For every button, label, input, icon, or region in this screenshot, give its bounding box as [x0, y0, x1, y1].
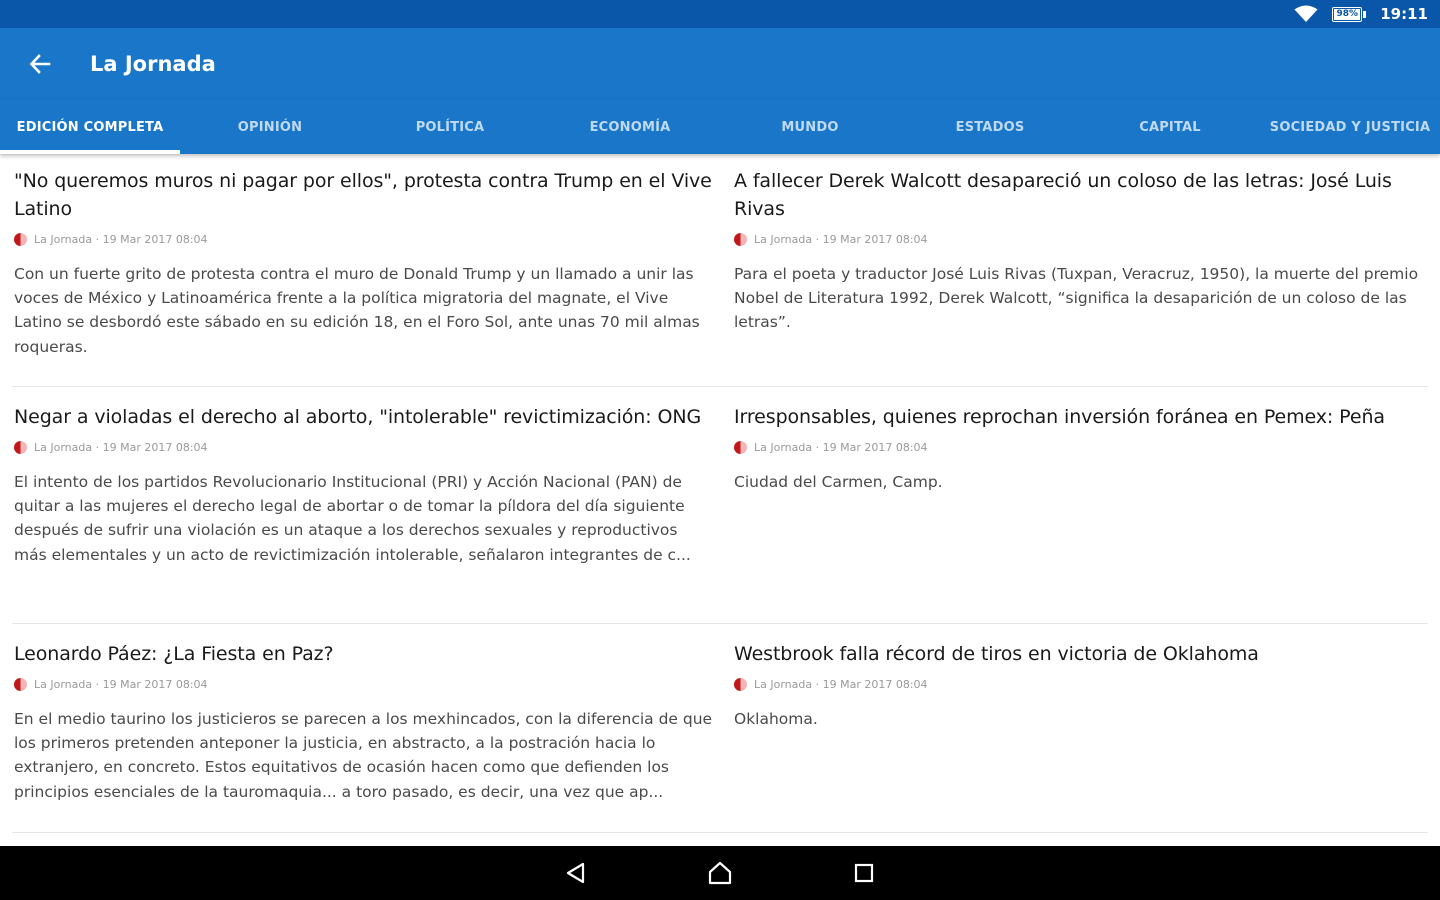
article-card[interactable]	[734, 154, 1434, 335]
system-nav-bar	[0, 846, 1440, 900]
article-summary: Oklahoma.	[734, 710, 818, 728]
article-source-date: La Jornada · 19 Mar 2017 08:04	[34, 232, 208, 246]
tab-estados[interactable]: ESTADOS	[955, 119, 1025, 135]
article-meta	[14, 439, 714, 455]
source-logo-icon	[734, 233, 747, 246]
nav-home-button[interactable]	[694, 851, 746, 895]
article-list	[0, 154, 1440, 846]
article-headline: "No queremos muros ni pagar por ellos", protesta contra Trump en el Vive Latino	[14, 170, 712, 220]
article-summary: El intento de los partidos Revolucionario Institucional (PRI) y Acción Nacional (PAN) de quitar a las mujeres el derecho legal de abortar o de tomar la píldora del día siguiente después de sufrir una violación es un ataque a los derechos sexuales y reproductivos más elementales y un acto de revictimización intolerable, señalaron integrantes de c...	[14, 473, 691, 564]
article-row	[12, 390, 1428, 624]
article-source-date: La Jornada · 19 Mar 2017 08:04	[754, 677, 928, 691]
article-card[interactable]	[734, 627, 1434, 731]
tab-mundo[interactable]: MUNDO	[781, 119, 839, 135]
article-row	[12, 627, 1428, 833]
article-summary: En el medio taurino los justicieros se parecen a los mexhincados, con la diferencia de que los primeros pretenden anteponer la justicia, en abstracto, a la postración hacia lo extranjero, en concreto. Estos equitativos de ocasión hacen como que defienden los principios esenciales de la tauromaquia... a toro pasado, es decir, una vez que ap...	[14, 710, 713, 801]
nav-recents-icon	[852, 861, 876, 885]
article-summary: Ciudad del Carmen, Camp.	[734, 473, 943, 491]
app-title: La Jornada	[90, 52, 216, 76]
source-logo-icon	[734, 441, 747, 454]
nav-recents-button[interactable]	[838, 851, 890, 895]
source-logo-icon	[14, 678, 27, 691]
tab-politica[interactable]: POLÍTICA	[415, 119, 485, 135]
article-summary: Para el poeta y traductor José Luis Rivas (Tuxpan, Veracruz, 1950), la muerte del premio Nobel de Literatura 1992, Derek Walcott, “significa la desaparición de un coloso de las letras”.	[734, 265, 1419, 332]
article-card[interactable]	[734, 390, 1434, 494]
tab-capital[interactable]: CAPITAL	[1139, 119, 1201, 135]
article-card[interactable]	[14, 390, 714, 567]
article-source-date: La Jornada · 19 Mar 2017 08:04	[34, 677, 208, 691]
article-row	[12, 154, 1428, 387]
section-tabs	[0, 100, 1440, 154]
nav-back-icon	[564, 861, 588, 885]
article-meta	[734, 231, 1434, 247]
article-source-date: La Jornada · 19 Mar 2017 08:04	[754, 440, 928, 454]
article-headline: Negar a violadas el derecho al aborto, "intolerable" revictimización: ONG	[14, 406, 702, 428]
nav-back-button[interactable]	[550, 851, 602, 895]
tab-opinion[interactable]: OPINIÓN	[237, 119, 303, 135]
article-source-date: La Jornada · 19 Mar 2017 08:04	[754, 232, 928, 246]
article-headline: Westbrook falla récord de tiros en victoria de Oklahoma	[734, 643, 1259, 665]
app-bar	[0, 28, 1440, 100]
wifi-icon	[1294, 5, 1318, 23]
status-clock: 19:11	[1380, 5, 1428, 23]
source-logo-icon	[734, 678, 747, 691]
nav-home-icon	[707, 860, 733, 886]
article-headline: Leonardo Páez: ¿La Fiesta en Paz?	[14, 643, 334, 665]
tab-edicion-completa[interactable]: EDICIÓN COMPLETA	[0, 100, 180, 154]
article-meta	[14, 676, 714, 692]
article-card[interactable]	[14, 154, 714, 359]
battery-icon	[1332, 7, 1366, 22]
article-source-date: La Jornada · 19 Mar 2017 08:04	[34, 440, 208, 454]
article-meta	[14, 231, 714, 247]
source-logo-icon	[14, 233, 27, 246]
article-summary: Con un fuerte grito de protesta contra el muro de Donald Trump y un llamado a unir las voces de México y Latinoamérica frente a la política migratoria del magnate, el Vive Latino se desbordó este sábado en su edición 18, en el Foro Sol, ante unas 70 mil almas roqueras.	[14, 265, 700, 356]
tab-economia[interactable]: ECONOMÍA	[589, 119, 671, 135]
status-bar	[0, 0, 1440, 28]
article-headline: A fallecer Derek Walcott desapareció un coloso de las letras: José Luis Rivas	[734, 170, 1392, 220]
tab-sociedad-y-justicia[interactable]: SOCIEDAD Y JUSTICIA	[1269, 119, 1431, 135]
source-logo-icon	[14, 441, 27, 454]
article-meta	[734, 676, 1434, 692]
back-button[interactable]	[14, 38, 66, 90]
battery-level: 98%	[1336, 8, 1359, 19]
article-meta	[734, 439, 1434, 455]
article-card[interactable]	[14, 627, 714, 804]
arrow-back-icon	[29, 53, 51, 75]
article-headline: Irresponsables, quienes reprochan inversión foránea en Pemex: Peña	[734, 406, 1385, 428]
